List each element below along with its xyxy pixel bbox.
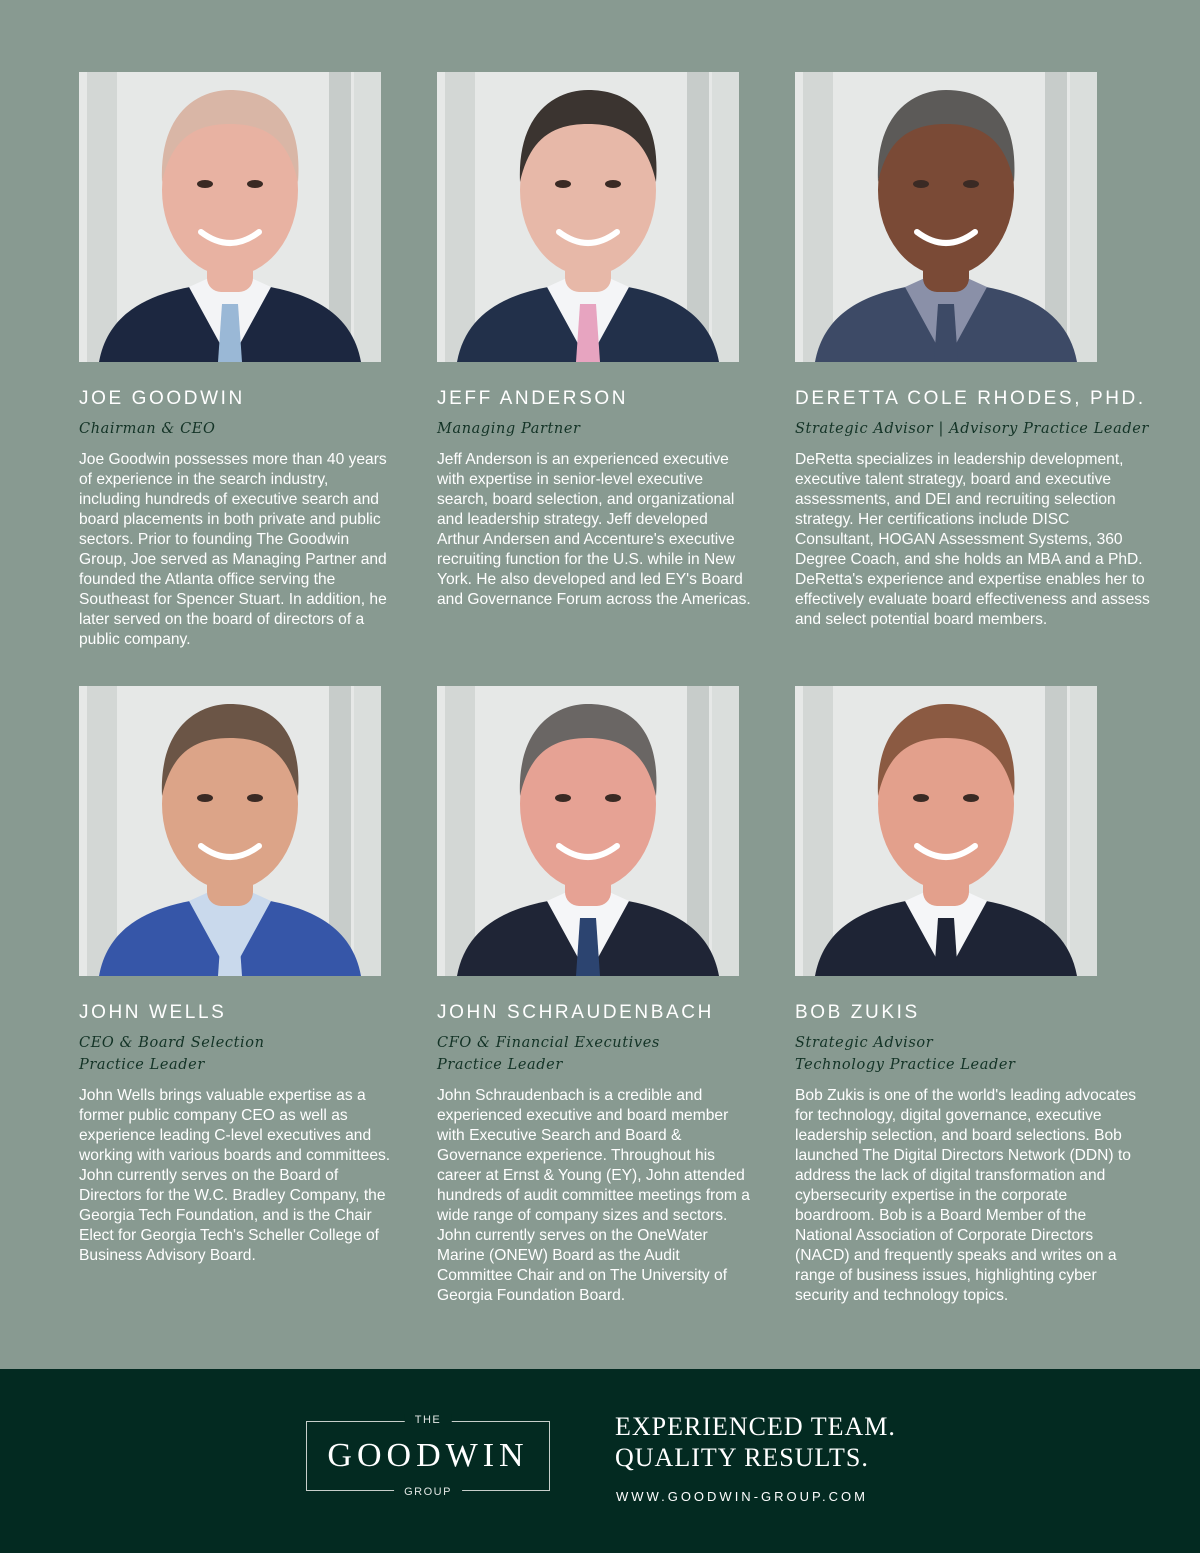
team-member-card: [795, 686, 1159, 1306]
member-role: [795, 1032, 1159, 1076]
role-line: Practice Leader: [437, 1057, 563, 1073]
member-bio: Joe Goodwin possesses more than 40 years of experience in the search industry, including hundreds of executive search and board placements in both private and public sectors. Prior to founding The Goodwin Group, Joe served as Managing Partner and founded the Atlanta office serving the Southeast for Spencer Stuart. In addition, he later served on the board of directors of a public company.: [79, 451, 387, 648]
member-bio: John Schraudenbach is a credible and experienced executive and board member with Executive Search and Board & Governance experience. Throughout his career at Ernst & Young (EY), John attended hundreds of audit committee meetings from a wide range of company sizes and sectors. John currently serves on the OneWater Marine (ONEW) Board as the Audit Committee Chair and on The University of Georgia Foundation Board.: [437, 1087, 750, 1304]
portrait-photo: [437, 686, 739, 976]
portrait-illustration: [79, 686, 381, 976]
role-line: Managing Partner: [437, 421, 581, 437]
portrait-illustration: [79, 72, 381, 362]
member-bio: DeRetta specializes in leadership development, executive talent strategy, board and executive assessments, and DEI and recruiting selection strategy. Her certifications include DISC Consultant, HOGAN Assessment Systems, 360 Degree Coach, and she holds an MBA and a PhD. DeRetta's experience and expertise enables her to effectively evaluate board effectiveness and assess and select potential board members.: [795, 451, 1150, 628]
member-bio: John Wells brings valuable expertise as a former public company CEO as well as experience leading C-level executives and working with various boards and committees. John currently serves on the Board of Directors for the W.C. Bradley Company, the Georgia Tech Foundation, and is the Chair Elect for Georgia Tech's Scheller College of Business Advisory Board.: [79, 1087, 391, 1264]
member-name: JOE GOODWIN: [79, 388, 245, 409]
role-line: Strategic Advisor | Advisory Practice Leader: [795, 421, 1149, 437]
team-member-card: [79, 72, 419, 650]
tagline: [615, 1411, 896, 1473]
website-url[interactable]: WWW.GOODWIN-GROUP.COM: [616, 1489, 868, 1504]
role-line: Strategic Advisor: [795, 1035, 934, 1051]
member-name: JOHN SCHRAUDENBACH: [437, 1002, 714, 1023]
member-bio: Bob Zukis is one of the world's leading advocates for technology, digital governance, executive leadership selection, and board selections. Bob launched The Digital Directors Network (DDN) to address the lack of digital transformation and cybersecurity expertise in the corporate boardroom. Bob is a Board Member of the National Association of Corporate Directors (NACD) and frequently speaks and writes on a range of business issues, highlighting cyber security and technology topics.: [795, 1087, 1137, 1304]
tagline-line: EXPERIENCED TEAM.: [615, 1412, 896, 1441]
member-role: [79, 418, 419, 440]
member-name: BOB ZUKIS: [795, 1002, 920, 1023]
footer-banner: [0, 1369, 1200, 1553]
member-name: JOHN WELLS: [79, 1002, 227, 1023]
logo-the: THE: [405, 1414, 452, 1426]
portrait-illustration: [795, 72, 1097, 362]
portrait-photo: [437, 72, 739, 362]
member-role: [437, 1032, 777, 1076]
portrait-illustration: [437, 686, 739, 976]
member-role: [795, 418, 1159, 440]
team-member-card: [437, 686, 777, 1306]
portrait-photo: [79, 72, 381, 362]
member-role: [437, 418, 777, 440]
portrait-photo: [79, 686, 381, 976]
portrait-illustration: [437, 72, 739, 362]
goodwin-group-logo: [306, 1414, 550, 1498]
member-name: DERETTA COLE RHODES, PHD.: [795, 388, 1146, 409]
portrait-illustration: [795, 686, 1097, 976]
member-name: JEFF ANDERSON: [437, 388, 629, 409]
role-line: CEO & Board Selection: [79, 1035, 265, 1051]
team-member-card: [437, 72, 777, 610]
team-member-card: [79, 686, 419, 1266]
role-line: Practice Leader: [79, 1057, 205, 1073]
member-bio: Jeff Anderson is an experienced executive with expertise in senior-level executive search, board selection, and organizational and leadership strategy. Jeff developed Arthur Andersen and Accenture's executive recruiting function for the U.S. while in New York. He also developed and led EY's Board and Governance Forum across the Americas.: [437, 451, 751, 608]
portrait-photo: [795, 686, 1097, 976]
team-member-card: [795, 72, 1159, 630]
role-line: Technology Practice Leader: [795, 1057, 1016, 1073]
logo-wordmark: GOODWIN: [327, 1437, 529, 1474]
role-line: Chairman & CEO: [79, 421, 216, 437]
tagline-line: QUALITY RESULTS.: [615, 1443, 869, 1472]
role-line: CFO & Financial Executives: [437, 1035, 660, 1051]
logo-group: GROUP: [394, 1486, 462, 1498]
member-role: [79, 1032, 419, 1076]
portrait-photo: [795, 72, 1097, 362]
